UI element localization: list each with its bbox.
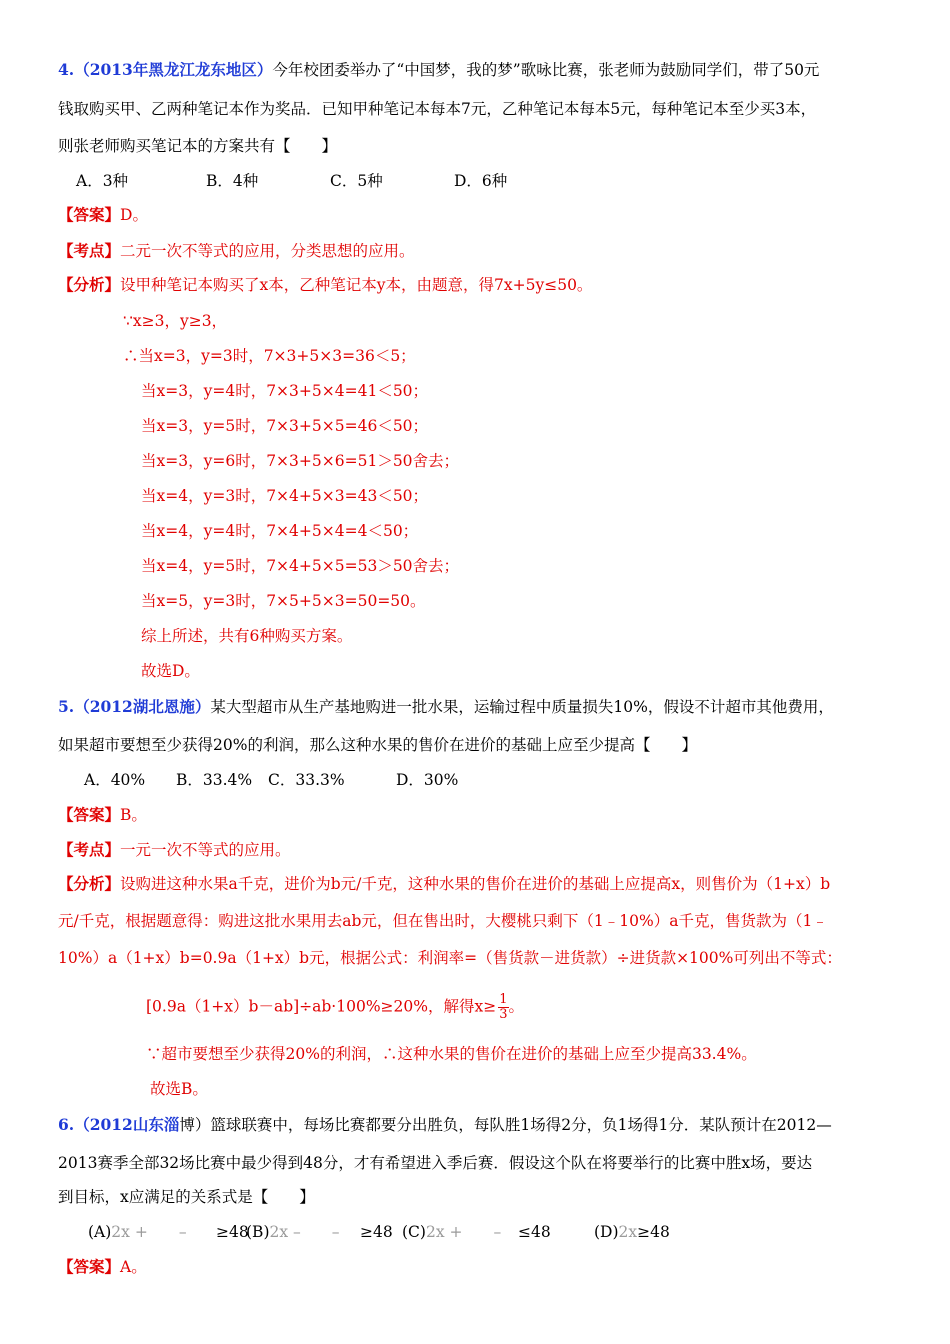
q5-point-text: 一元一次不等式的应用。	[120, 841, 291, 859]
q4-stem-line-1	[58, 60, 819, 80]
q4-analysis-line: 当x=4，y=4时，7×4+5×4=4＜50；	[141, 522, 419, 540]
q4-analysis-line: 设甲种笔记本购买了x本，乙种笔记本y本，由题意，得7x+5y≤50。	[120, 276, 593, 294]
q4-analysis-line: 当x=3，y=5时，7×3+5×5=46＜50；	[141, 417, 429, 435]
q5-source-close: ）	[194, 697, 211, 716]
q6-stem-line-3: 到目标，x应满足的关系式是【 】	[58, 1188, 315, 1206]
q4-analysis-line: 当x=4，y=3时，7×4+5×3=43＜50；	[141, 487, 429, 505]
q4-analysis-tag: 【分析】	[58, 275, 121, 294]
q4-answer	[58, 205, 148, 225]
q6-source-place: 山东淄	[132, 1115, 180, 1134]
q6-option-d-label: (D)	[594, 1223, 619, 1241]
q5-analysis-line-1: 设购进这种水果a千克，进价为b元/千克，这种水果的售价在进价的基础上应提高x，则售价为（1+x）b	[120, 875, 831, 893]
q6-option-a-expr: 2x + –	[111, 1223, 187, 1241]
q4-option-a: A．3种	[76, 172, 129, 190]
q4-text-1: 今年校团委举办了“中国梦，我的梦”歌咏比赛，张老师为鼓励同学们，带了50元	[272, 61, 820, 79]
q5-analysis	[58, 874, 830, 894]
q6-option-c-label: (C)	[402, 1223, 426, 1241]
q5-formula-text: [0.9a（1+x）b－ab]÷ab·100%≥20%，解得x≥	[146, 997, 497, 1016]
q5-fraction-denominator: 3	[499, 1007, 508, 1022]
q4-source-close: 地区）	[225, 60, 273, 79]
q5-option-b: B．33.4%	[176, 771, 253, 789]
q6-option-c-relation: ≤48	[518, 1223, 551, 1241]
q6-option-d-relation: ≥48	[637, 1223, 670, 1241]
q6-stem-line-1	[58, 1115, 832, 1135]
q4-source-place: 黑龙江龙东	[148, 60, 226, 79]
q5-point-tag: 【考点】	[58, 840, 121, 859]
q5-text-1: 某大型超市从生产基地购进一批水果，运输过程中质量损失10%，假设不计超市其他费用，	[210, 698, 834, 716]
q5-analysis-tag: 【分析】	[58, 874, 121, 893]
q5-analysis-line-2: 元/千克，根据题意得：购进这批水果用去ab元，但在售出时，大樱桃只剩下（1﹣10%）a千克，售货款为（1﹣	[58, 912, 828, 930]
q4-answer-value: D。	[120, 206, 148, 224]
q6-option-b-label: (B)	[246, 1223, 270, 1241]
q4-point	[58, 241, 415, 261]
q6-text-1: 篮球联赛中，每场比赛都要分出胜负，每队胜1场得2分，负1场得1分．某队预计在2012—	[210, 1116, 832, 1134]
q6-option-b-expr: 2x – –	[269, 1223, 340, 1241]
q6-option-d-expr: 2x	[618, 1223, 638, 1241]
q4-point-tag: 【考点】	[58, 241, 121, 260]
q4-option-b: B．4种	[206, 172, 259, 190]
q6-answer-tag: 【答案】	[58, 1257, 121, 1276]
q6-option-a-relation: ≥48	[216, 1223, 249, 1241]
q4-analysis-line: 当x=4，y=5时，7×4+5×5=53＞50舍去；	[141, 557, 460, 575]
q4-option-d: D．6种	[454, 172, 508, 190]
q4-option-c: C．5种	[330, 172, 383, 190]
q6-option-c-expr: 2x + –	[425, 1223, 502, 1241]
q6-source-open: （2012	[74, 1115, 133, 1134]
q5-stem-line-1	[58, 697, 834, 717]
q6-option-c	[402, 1222, 501, 1242]
q4-analysis-line: ∵x≥3，y≥3，	[123, 312, 228, 330]
q4-point-text: 二元一次不等式的应用，分类思想的应用。	[120, 242, 415, 260]
q6-option-a-label: (A)	[88, 1223, 112, 1241]
q6-option-b-relation: ≥48	[360, 1223, 393, 1241]
q4-analysis-line: 故选D。	[141, 662, 200, 680]
q5-number: 5.	[58, 697, 75, 716]
q5-answer-tag: 【答案】	[58, 805, 121, 824]
q5-answer-value: B。	[120, 806, 147, 824]
q5-point	[58, 840, 291, 860]
q5-source-open: （2012	[74, 697, 133, 716]
q4-stem-line-2: 钱取购买甲、乙两种笔记本作为奖品．已知甲种笔记本每本7元，乙种笔记本每本5元，每种笔记本至少买3本，	[58, 100, 817, 118]
q6-answer-value: A。	[120, 1258, 147, 1276]
q5-option-a: A．40%	[84, 771, 146, 789]
q5-fraction	[498, 993, 508, 1022]
q4-number: 4.	[58, 60, 75, 79]
q6-source-close: 博）	[179, 1116, 211, 1134]
q4-analysis-line: ∴当x=3，y=3时，7×3+5×3=36＜5；	[123, 347, 416, 365]
q5-stem-line-2: 如果超市要想至少获得20%的利润，那么这种水果的售价在进价的基础上应至少提高【 】	[58, 736, 697, 754]
q4-analysis	[58, 275, 592, 295]
q6-option-a	[88, 1222, 187, 1242]
q5-answer	[58, 805, 147, 825]
q4-analysis-line: 当x=3，y=6时，7×3+5×6=51＞50舍去；	[141, 452, 460, 470]
q6-answer	[58, 1257, 147, 1277]
q6-stem-line-2: 2013赛季全部32场比赛中最少得到48分，才有希望进入季后赛．假设这个队在将要举行的比赛中胜x场，要达	[58, 1154, 813, 1172]
q4-source-open: （2013年	[74, 60, 149, 79]
q4-analysis-line: 综上所述，共有6种购买方案。	[141, 627, 353, 645]
q5-conclusion: ∵超市要想至少获得20%的利润，∴这种水果的售价在进价的基础上应至少提高33.4%。	[146, 1045, 757, 1063]
q5-fraction-numerator: 1	[499, 992, 508, 1007]
q5-choose: 故选B。	[150, 1080, 208, 1098]
q5-source-place: 湖北恩施	[132, 697, 195, 716]
q6-option-d	[594, 1222, 670, 1242]
q4-answer-tag: 【答案】	[58, 205, 121, 224]
q5-formula-end: 。	[508, 997, 525, 1016]
q5-option-d: D．30%	[396, 771, 459, 789]
q5-analysis-line-3: 10%）a（1+x）b=0.9a（1+x）b元，根据公式：利润率=（售货款－进货款）÷进货款×100%可列出不等式：	[58, 949, 842, 967]
q5-option-c: C．33.3%	[268, 771, 345, 789]
q5-formula	[146, 993, 524, 1022]
q4-analysis-line: 当x=3，y=4时，7×3+5×4=41＜50；	[141, 382, 429, 400]
q6-option-b	[246, 1222, 340, 1242]
q4-analysis-line: 当x=5，y=3时，7×5+5×3=50=50。	[141, 592, 426, 610]
q4-stem-line-3: 则张老师购买笔记本的方案共有【 】	[58, 137, 338, 155]
q6-number: 6.	[58, 1115, 75, 1134]
